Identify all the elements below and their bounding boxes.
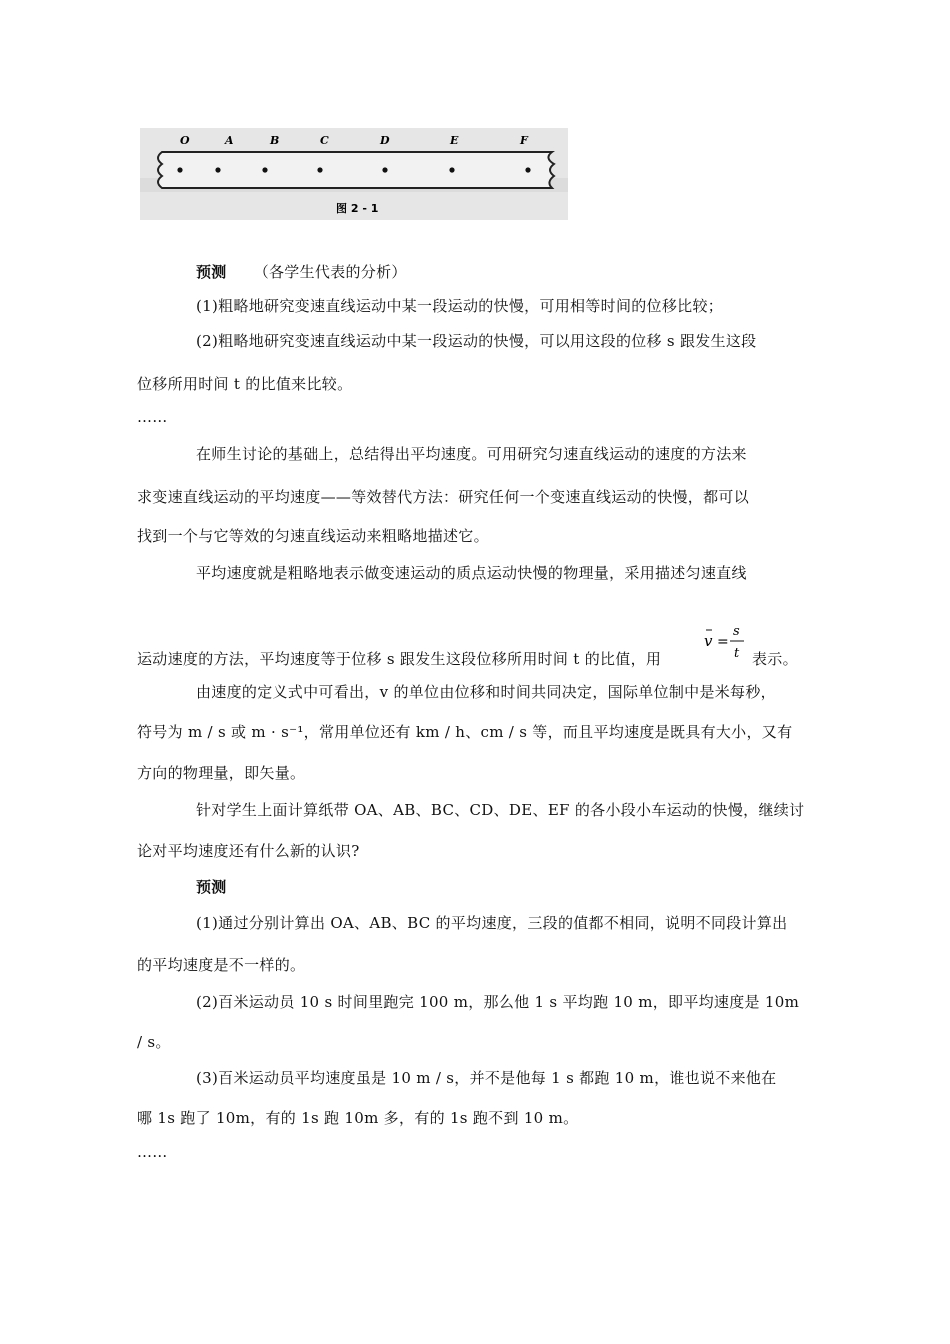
paragraph-line: (1)通过分别计算出 OA、AB、BC 的平均速度，三段的值都不相同，说明不同段计算出: [196, 914, 788, 932]
formula-svg: [700, 622, 748, 666]
paragraph-line: / s。: [137, 1033, 171, 1051]
paragraph-line: 由速度的定义式中可看出，v 的单位由位移和时间共同决定，国际单位制中是米每秒，: [196, 683, 776, 701]
label-b: B: [270, 134, 280, 147]
paragraph-line: 哪 1s 跑了 10m，有的 1s 跑 10m 多，有的 1s 跑不到 10 m。: [137, 1109, 579, 1127]
paragraph-line: (3)百米运动员平均速度虽是 10 m / s，并不是他每 1 s 都跑 10 m，谁也说不来他在: [196, 1069, 777, 1087]
paragraph-line: 在师生讨论的基础上，总结得出平均速度。可用研究匀速直线运动的速度的方法来: [196, 445, 747, 463]
tape-dot: [215, 167, 220, 172]
prediction-heading-1: [196, 262, 407, 282]
tape-figure-svg: [140, 128, 568, 220]
tape-dot: [525, 167, 530, 172]
label-f: F: [520, 134, 528, 147]
paragraph-line-end: 表示。: [752, 650, 798, 668]
paragraph-line: 论对平均速度还有什么新的认识?: [137, 842, 360, 860]
prediction-heading-2: 预测: [196, 878, 227, 896]
paragraph-line: 求变速直线运动的平均速度——等效替代方法：研究任何一个变速直线运动的快慢，都可以: [137, 488, 750, 506]
label-e: E: [450, 134, 459, 147]
prediction-label: 预测: [196, 263, 227, 281]
prediction-subtitle: （各学生代表的分析）: [253, 263, 407, 281]
label-d: D: [380, 134, 390, 147]
paragraph-line: 位移所用时间 t 的比值来比较。: [137, 375, 353, 393]
figure-caption: 图 2 - 1: [336, 202, 379, 215]
paragraph-line: 的平均速度是不一样的。: [137, 956, 306, 974]
tape-dot: [262, 167, 267, 172]
tape-dot: [177, 167, 182, 172]
paragraph-line: 方向的物理量，即矢量。: [137, 764, 306, 782]
paragraph-line: (2)粗略地研究变速直线运动中某一段运动的快慢，可以用这段的位移 s 跟发生这段: [196, 332, 757, 350]
paragraph-line: 符号为 m / s 或 m · s⁻¹，常用单位还有 km / h、cm / s 等，而且平均速度是既具有大小，又有: [137, 723, 793, 741]
paragraph-line: 找到一个与它等效的匀速直线运动来粗略地描述它。: [137, 527, 489, 545]
formula-v: v: [704, 632, 713, 650]
paragraph-line: (2)百米运动员 10 s 时间里跑完 100 m，那么他 1 s 平均跑 10 m，即平均速度是 10m: [196, 993, 800, 1011]
paragraph-line: (1)粗略地研究变速直线运动中某一段运动的快慢，可用相等时间的位移比较；: [196, 297, 724, 315]
average-velocity-formula: [700, 622, 748, 666]
ellipsis: ……: [137, 408, 168, 426]
tape-dot: [449, 167, 454, 172]
formula-t: t: [734, 646, 740, 661]
tape-dot: [382, 167, 387, 172]
formula-eq: =: [717, 634, 729, 650]
label-c: C: [320, 134, 329, 147]
paragraph-line: 平均速度就是粗略地表示做变速运动的质点运动快慢的物理量，采用描述匀速直线: [196, 564, 747, 582]
formula-s: s: [733, 624, 740, 639]
tape-dot: [317, 167, 322, 172]
label-o: O: [180, 134, 190, 147]
tape-figure: [140, 128, 568, 220]
label-a: A: [225, 134, 234, 147]
paragraph-line: 运动速度的方法，平均速度等于位移 s 跟发生这段位移所用时间 t 的比值，用: [137, 650, 662, 668]
ellipsis: ……: [137, 1143, 168, 1161]
paragraph-line: 针对学生上面计算纸带 OA、AB、BC、CD、DE、EF 的各小段小车运动的快慢，继续讨: [196, 801, 805, 819]
